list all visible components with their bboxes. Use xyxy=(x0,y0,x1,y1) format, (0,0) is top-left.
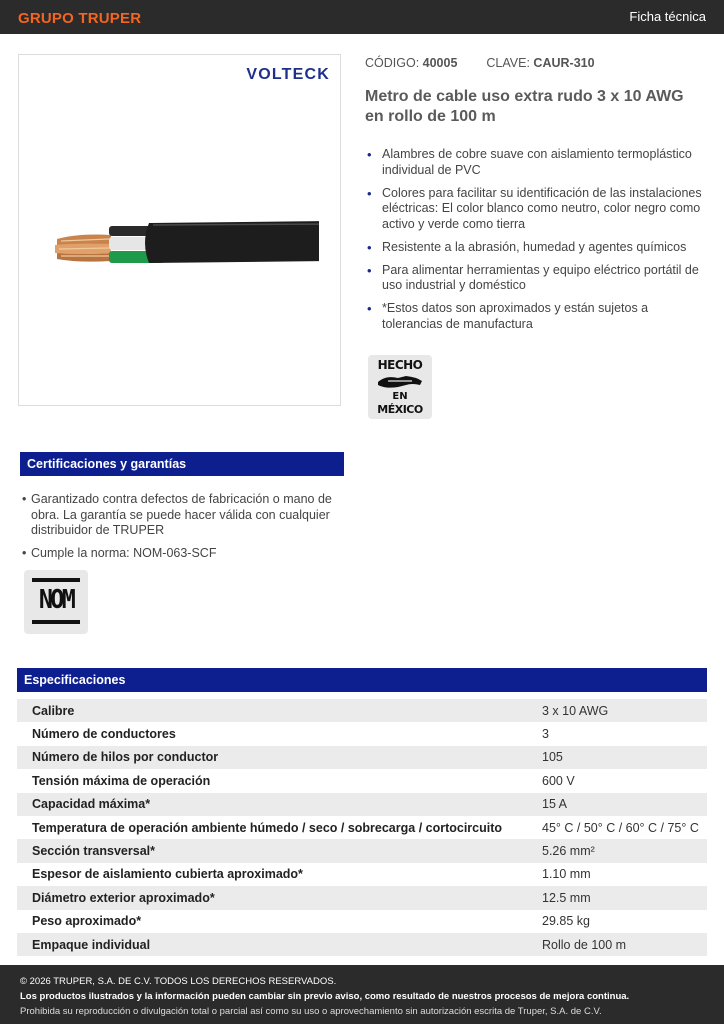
footer-legal: Prohibida su reproducción o divulgación total o parcial así como su uso o aprovechamiento sin autorización escrita de Truper, S.A. de C.V. xyxy=(20,1006,602,1017)
spec-value: 600 V xyxy=(527,769,707,792)
feature-item: • *Estos datos son aproximados y están sujetos a tolerancias de manufactura xyxy=(365,301,705,332)
product-title: Metro de cable uso extra rudo 3 x 10 AWG en rollo de 100 m xyxy=(365,88,684,125)
feature-item: • Alambres de cobre suave con aislamiento termoplástico individual de PVC xyxy=(365,147,705,178)
spec-label: Calibre xyxy=(17,699,527,722)
feature-item: • Resistente a la abrasión, humedad y agentes químicos xyxy=(365,240,705,256)
spec-label: Diámetro exterior aproximado* xyxy=(17,886,527,909)
key-label: CLAVE: xyxy=(486,56,530,70)
table-row xyxy=(17,886,707,909)
table-row xyxy=(17,699,707,722)
nom-text: NOM xyxy=(38,585,74,615)
footer-copyright: © 2026 TRUPER, S.A. DE C.V. TODOS LOS DERECHOS RESERVADOS. xyxy=(20,976,337,987)
table-row xyxy=(17,910,707,933)
certification-item: • Cumple la norma: NOM-063-SCF xyxy=(22,546,342,562)
spec-label: Capacidad máxima* xyxy=(17,793,527,816)
spec-value: 1.10 mm xyxy=(527,863,707,886)
key-value: CAUR-310 xyxy=(533,56,595,70)
nom-badge xyxy=(24,570,88,634)
spec-value: 105 xyxy=(527,746,707,769)
spec-value: 5.26 mm² xyxy=(527,839,707,862)
footer xyxy=(0,965,724,1024)
spec-value: 15 A xyxy=(527,793,707,816)
spec-label: Empaque individual xyxy=(17,933,527,956)
table-row xyxy=(17,933,707,956)
nom-bottom-bar xyxy=(32,620,80,624)
code-label: CÓDIGO: xyxy=(365,56,420,70)
cable-product-image xyxy=(49,215,319,325)
badge-line-en: EN xyxy=(392,391,408,402)
top-bar xyxy=(0,0,724,34)
hands-emblem-icon xyxy=(376,373,424,391)
feature-item: • Para alimentar herramientas y equipo eléctrico portátil de uso industrial y doméstico xyxy=(365,263,705,294)
badge-line-hecho: HECHO xyxy=(377,358,423,372)
spec-label: Número de conductores xyxy=(17,722,527,745)
copper-strands-icon xyxy=(55,235,111,262)
table-row xyxy=(17,816,707,839)
spec-label: Sección transversal* xyxy=(17,839,527,862)
outer-jacket xyxy=(145,221,319,263)
spec-value: 3 x 10 AWG xyxy=(527,699,707,722)
spec-label: Peso aproximado* xyxy=(17,910,527,933)
certifications-list xyxy=(22,492,342,569)
spec-value: 12.5 mm xyxy=(527,886,707,909)
spec-label: Temperatura de operación ambiente húmedo / seco / sobrecarga / cortocircuito xyxy=(17,816,527,839)
code-value: 40005 xyxy=(422,56,458,70)
table-row xyxy=(17,722,707,745)
table-row xyxy=(17,769,707,792)
specifications-header: Especificaciones xyxy=(17,668,707,692)
footer-notice: Los productos ilustrados y la información pueden cambiar sin previo aviso, como resultado de nuestros procesos de mejora continua. xyxy=(20,991,630,1002)
spec-label: Número de hilos por conductor xyxy=(17,746,527,769)
badge-line-mexico: MÉXICO xyxy=(377,403,423,416)
spec-label: Tensión máxima de operación xyxy=(17,769,527,792)
table-row xyxy=(17,839,707,862)
document-type: Ficha técnica xyxy=(629,9,706,24)
specifications-table xyxy=(17,699,707,956)
product-image-panel xyxy=(18,54,341,406)
table-row xyxy=(17,793,707,816)
spec-value: 29.85 kg xyxy=(527,910,707,933)
spec-value: 45° C / 50° C / 60° C / 75° C xyxy=(527,816,707,839)
feature-list xyxy=(365,147,705,340)
table-row xyxy=(17,863,707,886)
table-row xyxy=(17,746,707,769)
brand-logo: GRUPO TRUPER xyxy=(18,10,142,27)
certification-item: • Garantizado contra defectos de fabricación o mano de obra. La garantía se puede hacer válida con cualquier distribuidor de TRUPER xyxy=(22,492,342,539)
spec-label: Espesor de aislamiento cubierta aproximado* xyxy=(17,863,527,886)
product-codes xyxy=(365,56,595,70)
spec-value: 3 xyxy=(527,722,707,745)
feature-item: • Colores para facilitar su identificación de las instalaciones eléctricas: El color blanco como neutro, color negro como activo y verde como tierra xyxy=(365,186,705,233)
spec-value: Rollo de 100 m xyxy=(527,933,707,956)
volteck-logo: VOLTECK xyxy=(246,66,330,83)
nom-top-bar xyxy=(32,578,80,582)
certifications-header: Certificaciones y garantías xyxy=(20,452,344,476)
made-in-mexico-badge xyxy=(368,355,432,419)
